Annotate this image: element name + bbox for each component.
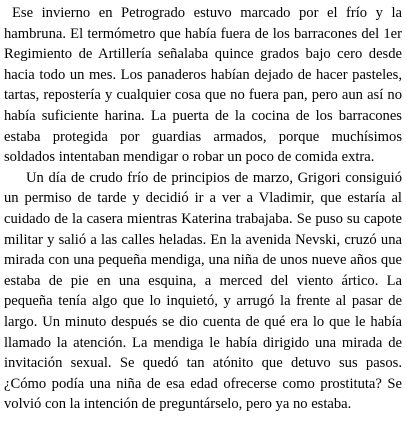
paragraph-2: Un día de crudo frío de principios de marzo, Grigori consiguió un permiso de tarde y decidió ir a ver a Vladimir, que estaría al cuidado de la casera mientras Katerina trabajaba. Se puso su capote militar y salió a las calles heladas. En la avenida Nevski, cruzó una mirada con una pequeña mendiga, una niña de unos nueve años que estaba de pie en una esquina, a merced del viento ártico. La pequeña tenía algo que lo inquietó, y arrugó la frente al pasar de largo. Un minuto después se dio cuenta de qué era lo que le había llamado la atención. La mendiga le había dirigido una mirada de invitación sexual. Se quedó tan atónito que detuvo sus pasos. ¿Cómo podía una niña de esa edad ofrecerse como prostituta? Se volvió con la intención de preguntárselo, pero ya no estaba. [4, 169, 402, 413]
paragraph-1: Ese invierno en Petrogrado estuvo marcado por el frío y la hambruna. El termómetro que había fuera de los barracones del 1er Regimiento de Artillería señalaba quince grados bajo cero desde hacia todo un mes. Los panaderos habían dejado de hacer pasteles, tartas, repostería y cualquier cosa que no fuera pan, pero aun así no había suficiente harina. La puerta de la cocina de los barracones estaba protegida por guardias armados, porque muchísimos soldados intentaban mendigar o robar un poco de comida extra. [4, 5, 402, 166]
